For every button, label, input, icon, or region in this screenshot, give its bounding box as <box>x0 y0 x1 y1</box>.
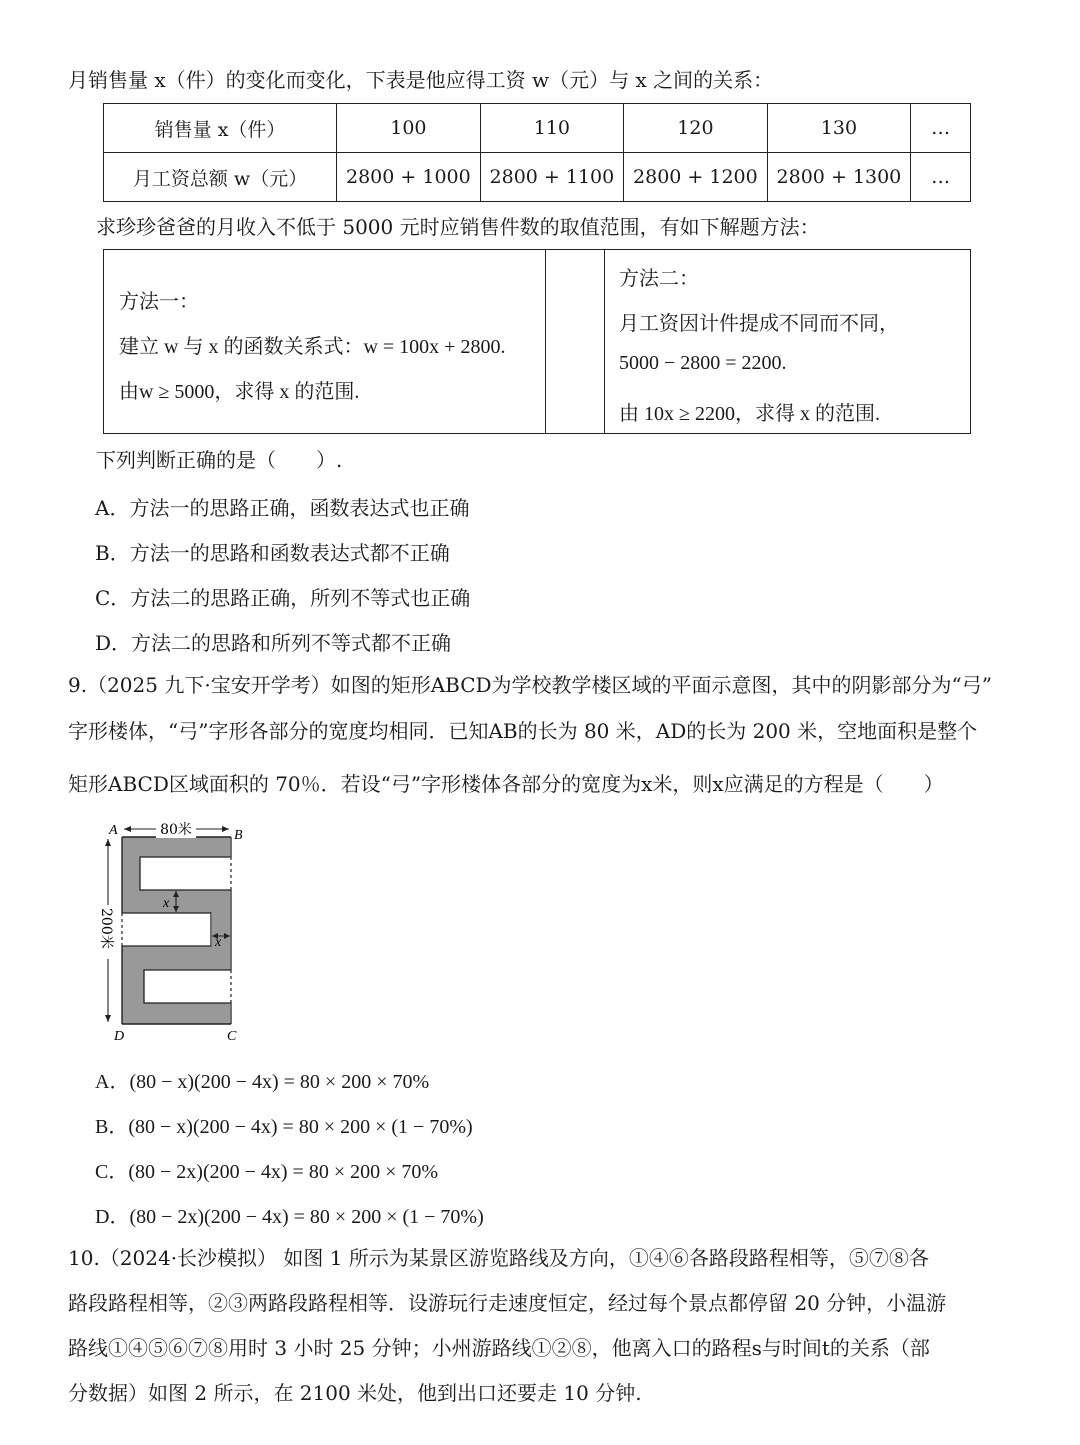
q9-line2: 字形楼体，“弓”字形各部分的宽度均相同．已知AB的长为 80 米，AD的长为 200 米，空地面积是整个 <box>68 719 978 743</box>
method1-line2: 由w ≥ 5000，求得 x 的范围. <box>119 381 360 403</box>
method2-line1: 月工资因计件提成不同而不同， <box>619 311 899 335</box>
table-cell: … <box>911 104 971 153</box>
label-side-200m: 200米 <box>98 908 114 949</box>
table-cell: … <box>911 153 971 202</box>
empty-notch-1 <box>140 857 231 890</box>
corner-label-C: C <box>227 1029 237 1044</box>
label-x-horizontal: x <box>215 935 222 950</box>
q10-line2: 路段路程相等，②③两路段路程相等．设游玩行走速度恒定，经过每个景点都停留 20 分钟，小温游 <box>68 1291 947 1315</box>
q8-option-c: C．方法二的思路正确，所列不等式也正确 <box>95 586 471 610</box>
table-cell: 2800 + 1200 <box>624 153 768 202</box>
corner-label-A: A <box>109 823 118 838</box>
q8-option-d: D．方法二的思路和所列不等式都不正确 <box>95 631 452 655</box>
table-cell: 2800 + 1300 <box>767 153 911 202</box>
q9-line3: 矩形ABCD区域面积的 70％．若设“弓”字形楼体各部分的宽度为x米，则x应满足的方程是（ ） <box>68 772 944 796</box>
table-cell: 100 <box>337 104 481 153</box>
label-x-vertical: x <box>163 896 170 911</box>
q9-option-c: C．(80 − 2x)(200 − 4x) = 80 × 200 × 70% <box>95 1161 439 1183</box>
q9-option-b: B．(80 − x)(200 − 4x) = 80 × 200 × (1 − 70%) <box>95 1116 473 1138</box>
q10-line3: 路线①④⑤⑥⑦⑧用时 3 小时 25 分钟；小州游路线①②⑧，他离入口的路程s与时间t的关系（部 <box>68 1336 930 1360</box>
q9-option-d: D．(80 − 2x)(200 − 4x) = 80 × 200 × (1 − 70%) <box>95 1206 484 1228</box>
table-cell: 130 <box>767 104 911 153</box>
q10-line1: 10.（2024·长沙模拟） 如图 1 所示为某景区游览路线及方向，①④⑥各路段路程相等，⑤⑦⑧各 <box>68 1246 929 1270</box>
table-row <box>104 153 971 202</box>
method-divider-cell <box>545 250 605 433</box>
q9-option-a: A．(80 − x)(200 − 4x) = 80 × 200 × 70% <box>95 1071 430 1093</box>
q10-line4: 分数据）如图 2 所示，在 2100 米处，他到出口还要走 10 分钟. <box>68 1381 642 1405</box>
bow-building-figure <box>94 815 264 1045</box>
method2-line3: 由 10x ≥ 2200，求得 x 的范围. <box>619 403 880 425</box>
q8-option-a: A．方法一的思路正确，函数表达式也正确 <box>95 496 470 520</box>
table-cell: 2800 + 1100 <box>480 153 624 202</box>
table-cell: 2800 + 1000 <box>337 153 481 202</box>
method1-cell <box>104 250 546 433</box>
q9-line1: 9.（2025 九下·宝安开学考）如图的矩形ABCD为学校教学楼区域的平面示意图，其中的阴影部分为“弓” <box>68 673 992 697</box>
q8-intro: 月销售量 x（件）的变化而变化，下表是他应得工资 w（元）与 x 之间的关系： <box>68 68 774 92</box>
table-cell: 月工资总额 w（元） <box>104 153 337 202</box>
q8-prompt: 下列判断正确的是（ ）. <box>96 448 343 472</box>
corner-label-D: D <box>114 1029 125 1044</box>
table-cell: 110 <box>480 104 624 153</box>
corner-label-B: B <box>234 828 243 843</box>
method1-line1: 建立 w 与 x 的函数关系式：w = 100x + 2800. <box>119 336 506 358</box>
method2-cell <box>605 250 970 433</box>
table-cell: 销售量 x（件） <box>104 104 337 153</box>
salary-table <box>103 103 971 202</box>
q8-question: 求珍珍爸爸的月收入不低于 5000 元时应销售件数的取值范围，有如下解题方法： <box>96 215 820 239</box>
q8-option-b: B．方法一的思路和函数表达式都不正确 <box>95 541 450 565</box>
method2-line2: 5000 − 2800 = 2200. <box>619 352 787 374</box>
method2-title: 方法二： <box>619 266 699 290</box>
empty-notch-3 <box>144 970 231 1003</box>
table-row <box>104 104 971 153</box>
label-top-80m: 80米 <box>160 822 192 838</box>
method1-title: 方法一： <box>119 289 199 313</box>
table-cell: 120 <box>624 104 768 153</box>
empty-notch-2 <box>121 913 212 946</box>
methods-box <box>103 249 971 434</box>
